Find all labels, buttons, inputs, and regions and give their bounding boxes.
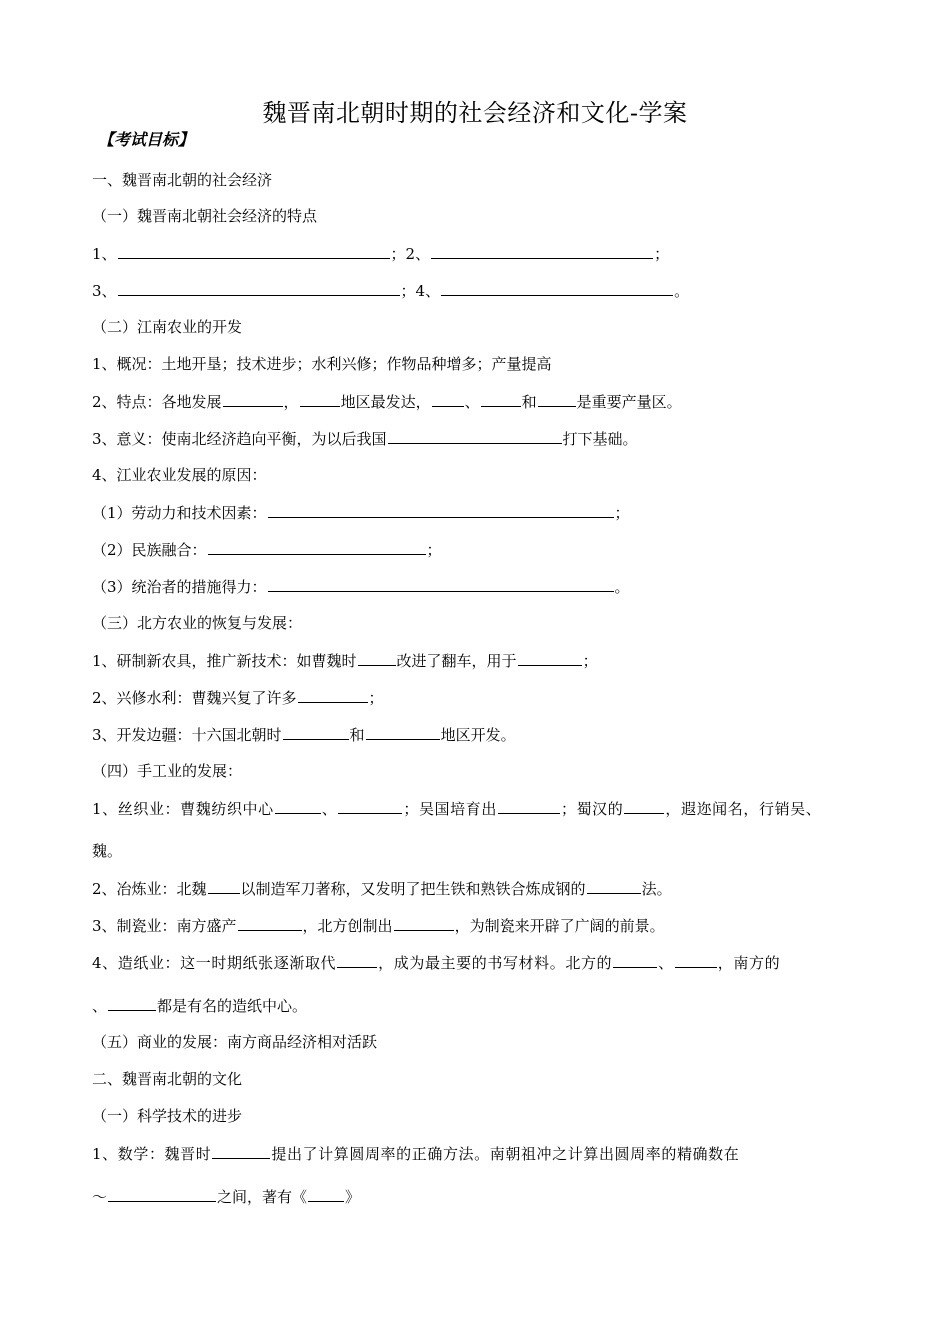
text: ，成为最主要的书写材料。北方的 bbox=[378, 954, 613, 972]
text: 、 bbox=[464, 393, 480, 411]
paragraph bbox=[92, 687, 384, 708]
features-line-1 bbox=[92, 243, 669, 264]
text: 3、 bbox=[92, 282, 117, 300]
subsection-1-5-heading: （五）商业的发展：南方商品经济相对活跃 bbox=[92, 1033, 378, 1051]
text: ； bbox=[368, 689, 384, 707]
text: ，北方创制出 bbox=[302, 917, 393, 935]
fill-blank[interactable] bbox=[538, 391, 576, 407]
fill-blank[interactable] bbox=[118, 280, 400, 296]
fill-blank[interactable] bbox=[675, 952, 717, 968]
subsection-2-1-heading: （一）科学技术的进步 bbox=[92, 1107, 243, 1125]
text: 2、特点：各地发展 bbox=[92, 393, 222, 411]
paragraph bbox=[92, 724, 516, 745]
text: 1、 bbox=[92, 245, 117, 263]
subsection-1-3-heading: （三）北方农业的恢复与发展： bbox=[92, 614, 303, 632]
text: 》 bbox=[345, 1188, 361, 1206]
text: 、 bbox=[92, 997, 108, 1015]
fill-blank[interactable] bbox=[431, 243, 653, 259]
section-2-heading: 二、魏晋南北朝的文化 bbox=[92, 1070, 243, 1088]
paragraph bbox=[92, 1143, 739, 1164]
fill-blank[interactable] bbox=[208, 878, 240, 894]
subsection-1-2-heading: （二）江南农业的开发 bbox=[92, 318, 243, 336]
fill-blank[interactable] bbox=[308, 1186, 344, 1202]
text: 改进了翻车，用于 bbox=[396, 652, 517, 670]
fill-blank[interactable] bbox=[441, 280, 673, 296]
fill-blank[interactable] bbox=[283, 724, 349, 740]
fill-blank[interactable] bbox=[481, 391, 521, 407]
text: （1）劳动力和技术因素： bbox=[92, 504, 267, 522]
section-1-heading: 一、魏晋南北朝的社会经济 bbox=[92, 171, 273, 189]
fill-blank[interactable] bbox=[298, 687, 368, 703]
fill-blank[interactable] bbox=[432, 391, 464, 407]
text: 提出了计算圆周率的正确方法。南朝祖冲之计算出圆周率的精确数在 bbox=[271, 1145, 740, 1163]
text: ，南方的 bbox=[717, 954, 781, 972]
text: 1、丝织业：曹魏纺织中心 bbox=[92, 800, 274, 818]
fill-blank[interactable] bbox=[624, 798, 664, 814]
text: ～ bbox=[92, 1188, 108, 1206]
fill-blank[interactable] bbox=[208, 539, 426, 555]
text: 都是有名的造纸中心。 bbox=[157, 997, 308, 1015]
paragraph bbox=[92, 878, 672, 899]
text: ； bbox=[426, 541, 442, 559]
text: 法。 bbox=[641, 880, 672, 898]
fill-blank[interactable] bbox=[518, 650, 582, 666]
text: ；2、 bbox=[390, 245, 431, 263]
text: 打下基础。 bbox=[562, 430, 638, 448]
text: 。 bbox=[614, 578, 630, 596]
fill-blank[interactable] bbox=[212, 1143, 270, 1159]
paragraph bbox=[92, 391, 682, 412]
text: 、 bbox=[321, 800, 338, 818]
fill-blank[interactable] bbox=[238, 915, 302, 931]
text: 地区最发达， bbox=[340, 393, 431, 411]
fill-blank[interactable] bbox=[275, 798, 321, 814]
paragraph-continuation bbox=[92, 995, 307, 1016]
text: 以制造军刀著称，又发明了把生铁和熟铁合炼成钢的 bbox=[240, 880, 586, 898]
subsection-1-4-heading: （四）手工业的发展： bbox=[92, 762, 243, 780]
fill-blank[interactable] bbox=[337, 952, 377, 968]
text: （3）统治者的措施得力： bbox=[92, 578, 267, 596]
text: ；4、 bbox=[400, 282, 441, 300]
paragraph: 1、概况：土地开垦；技术进步；水利兴修；作物品种增多；产量提高 bbox=[92, 355, 552, 373]
paragraph bbox=[92, 650, 598, 671]
fill-blank[interactable] bbox=[223, 391, 283, 407]
features-line-2 bbox=[92, 280, 689, 301]
text: 3、开发边疆：十六国北朝时 bbox=[92, 726, 282, 744]
paragraph-continuation bbox=[92, 1186, 360, 1207]
text: ；蜀汉的 bbox=[560, 800, 624, 818]
text: 之间，著有《 bbox=[217, 1188, 308, 1206]
text: 和 bbox=[521, 393, 537, 411]
paragraph: 4、江业农业发展的原因： bbox=[92, 466, 267, 484]
subsection-1-1-heading: （一）魏晋南北朝社会经济的特点 bbox=[92, 207, 318, 225]
paragraph bbox=[92, 539, 442, 560]
fill-blank[interactable] bbox=[268, 502, 614, 518]
text: 是重要产量区。 bbox=[576, 393, 682, 411]
text: 2、兴修水利：曹魏兴复了许多 bbox=[92, 689, 297, 707]
text: 地区开发。 bbox=[440, 726, 516, 744]
paragraph bbox=[92, 915, 665, 936]
text: 、 bbox=[658, 954, 674, 972]
page-title: 魏晋南北朝时期的社会经济和文化-学案 bbox=[262, 99, 688, 127]
fill-blank[interactable] bbox=[268, 576, 614, 592]
paragraph bbox=[92, 952, 780, 973]
text: 和 bbox=[349, 726, 365, 744]
exam-goal-heading: 【考试目标】 bbox=[98, 130, 195, 149]
text: 4、造纸业：这一时期纸张逐渐取代 bbox=[92, 954, 337, 972]
text: ； bbox=[654, 245, 670, 263]
text: ；吴国培育出 bbox=[403, 800, 497, 818]
paragraph bbox=[92, 502, 630, 523]
text: 3、意义：使南北经济趋向平衡，为以后我国 bbox=[92, 430, 387, 448]
text: 。 bbox=[674, 282, 690, 300]
fill-blank[interactable] bbox=[587, 878, 641, 894]
fill-blank[interactable] bbox=[338, 798, 402, 814]
paragraph bbox=[92, 798, 821, 819]
fill-blank[interactable] bbox=[118, 243, 390, 259]
fill-blank[interactable] bbox=[366, 724, 440, 740]
fill-blank[interactable] bbox=[300, 391, 340, 407]
text: 2、冶炼业：北魏 bbox=[92, 880, 207, 898]
paragraph-continuation: 魏。 bbox=[92, 842, 123, 860]
fill-blank[interactable] bbox=[388, 428, 562, 444]
text: ，遐迩闻名，行销吴、 bbox=[665, 800, 822, 818]
text: ； bbox=[582, 652, 598, 670]
text: 1、研制新农具，推广新技术：如曹魏时 bbox=[92, 652, 357, 670]
fill-blank[interactable] bbox=[498, 798, 560, 814]
text: ， bbox=[283, 393, 299, 411]
text: 3、制瓷业：南方盛产 bbox=[92, 917, 237, 935]
text: （2）民族融合： bbox=[92, 541, 207, 559]
fill-blank[interactable] bbox=[613, 952, 657, 968]
paragraph bbox=[92, 428, 638, 449]
fill-blank[interactable] bbox=[358, 650, 396, 666]
text: ； bbox=[614, 504, 630, 522]
text: 1、数学：魏晋时 bbox=[92, 1145, 212, 1163]
text: ，为制瓷来开辟了广阔的前景。 bbox=[454, 917, 665, 935]
fill-blank[interactable] bbox=[394, 915, 454, 931]
paragraph bbox=[92, 576, 630, 597]
fill-blank[interactable] bbox=[108, 1186, 216, 1202]
fill-blank[interactable] bbox=[108, 995, 156, 1011]
